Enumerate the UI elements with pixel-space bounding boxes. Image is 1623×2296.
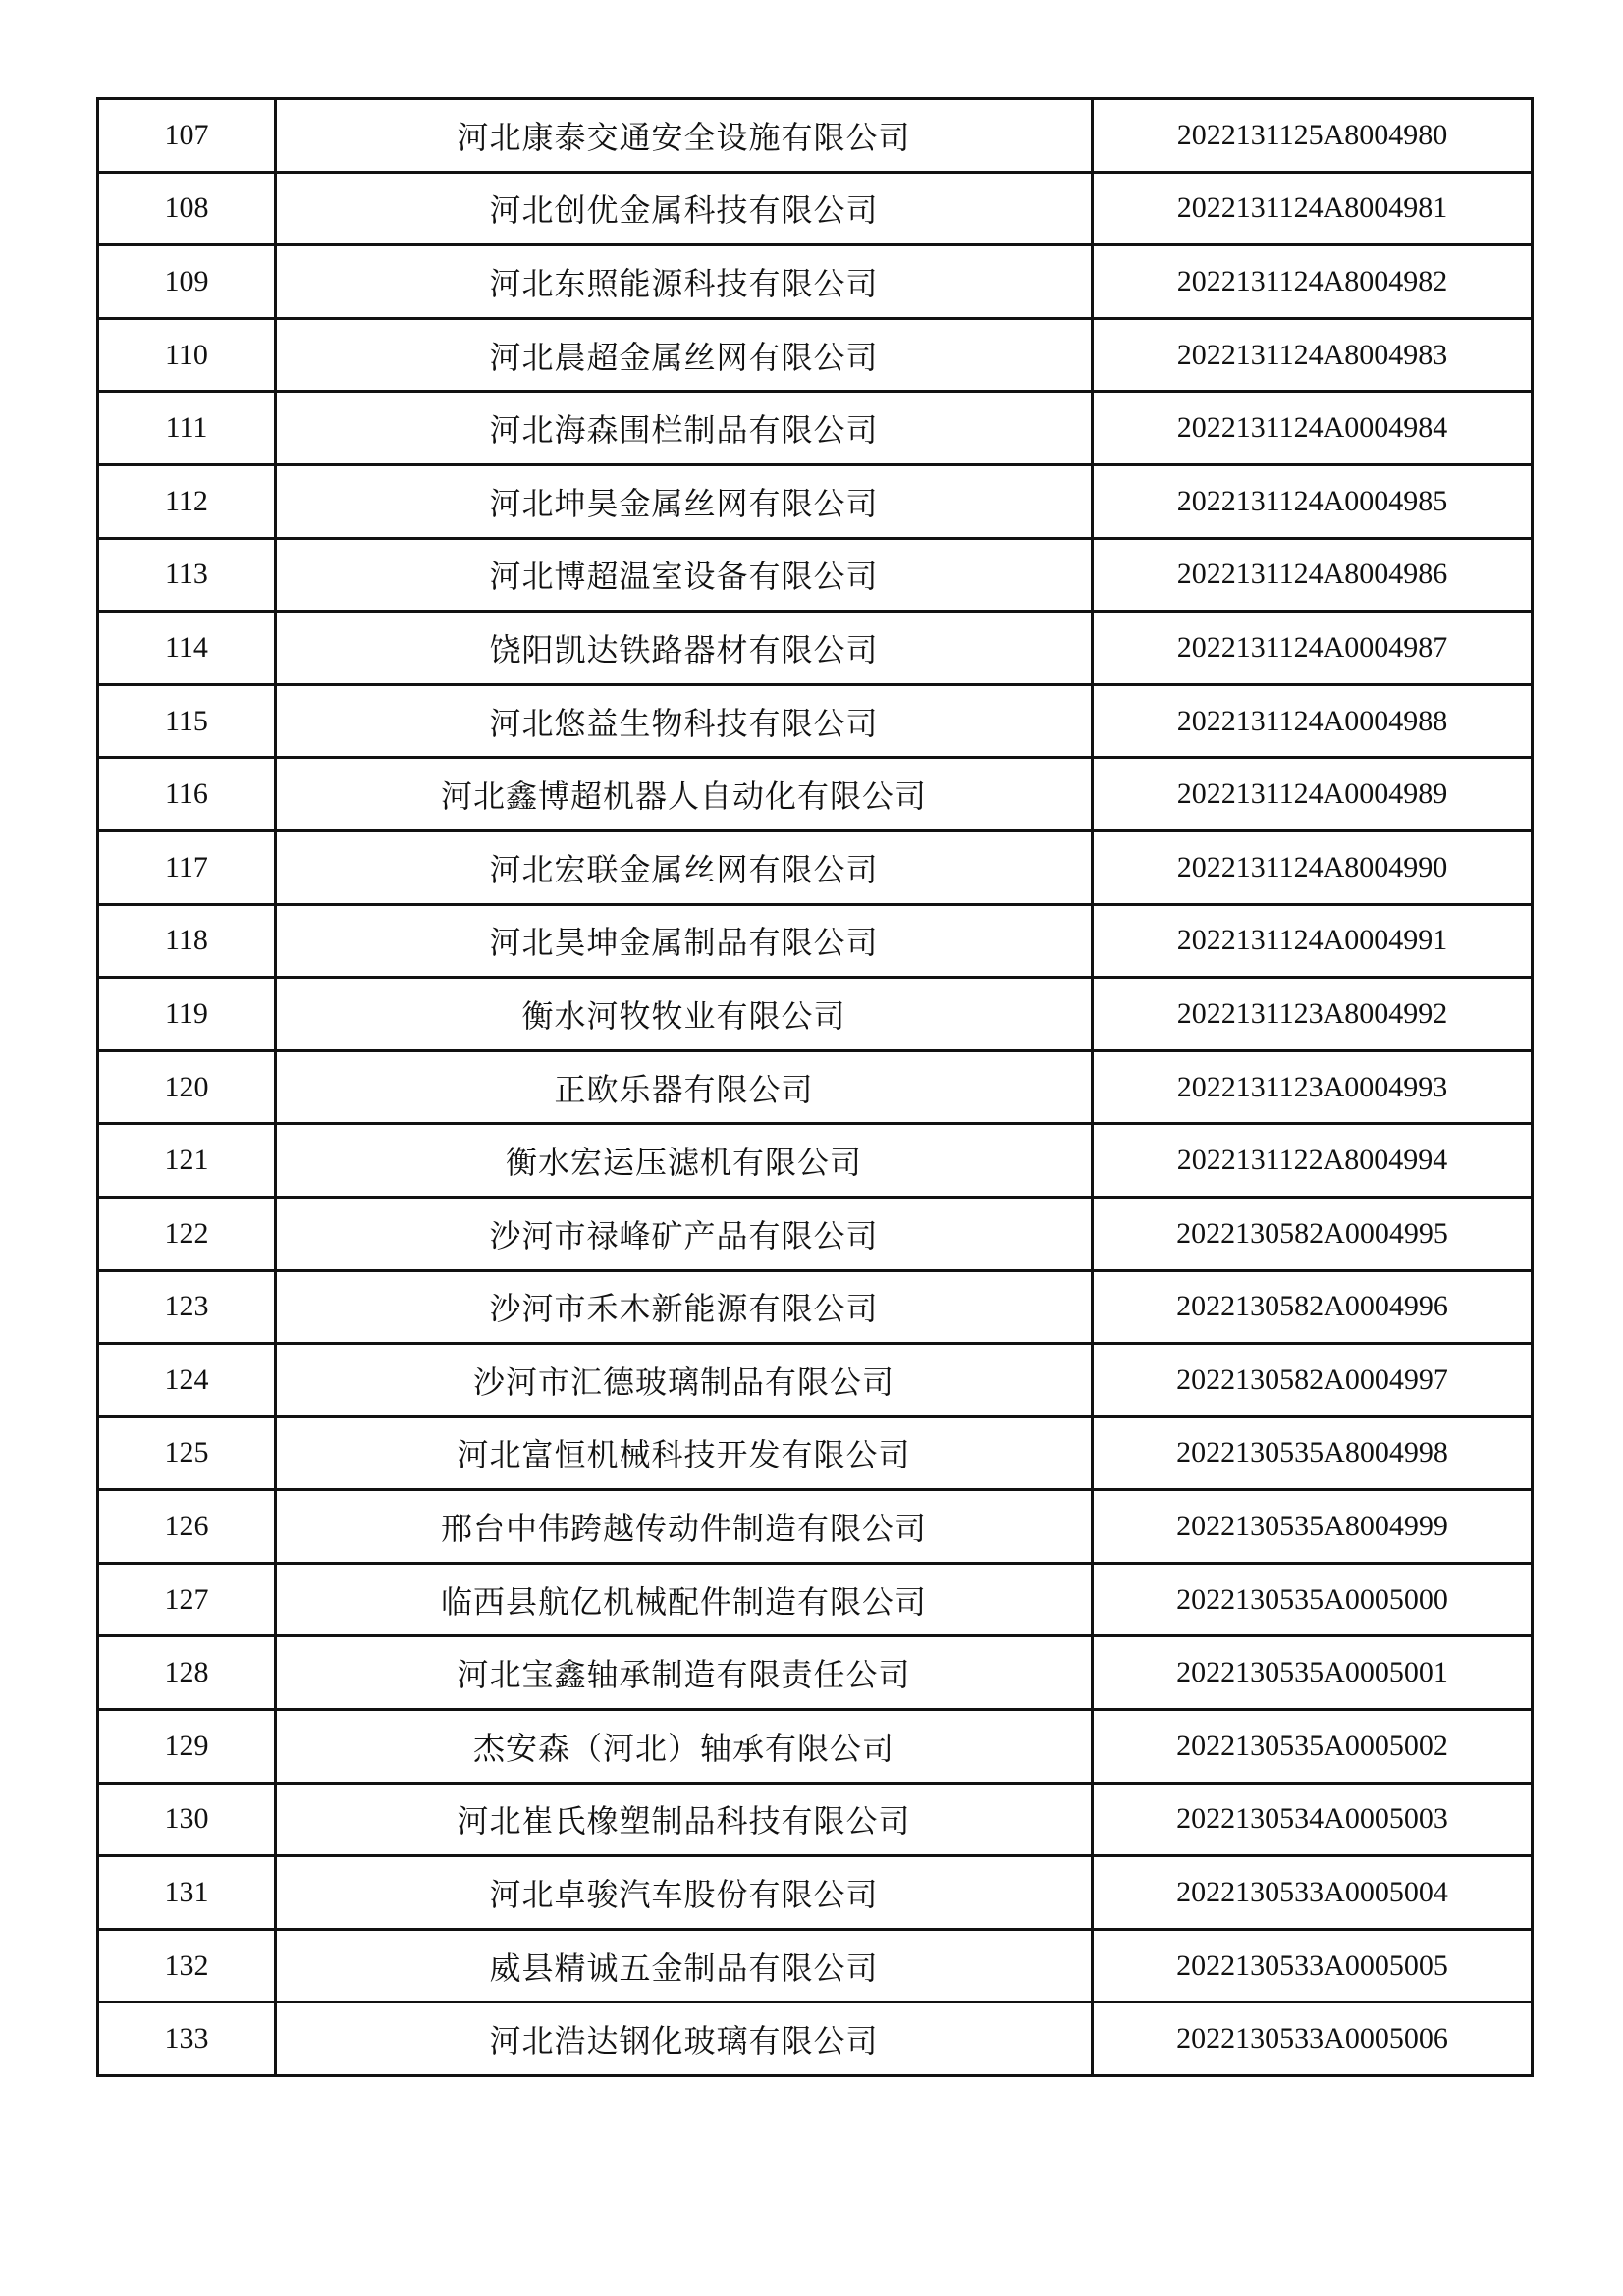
registration-code: 2022130535A0005002 — [1093, 1710, 1533, 1784]
table-row — [98, 245, 1533, 319]
row-index: 111 — [98, 392, 276, 465]
row-index: 114 — [98, 612, 276, 685]
table-row — [98, 1124, 1533, 1198]
row-index: 131 — [98, 1856, 276, 1930]
registration-code: 2022130535A0005000 — [1093, 1563, 1533, 1636]
registration-code: 2022131124A0004989 — [1093, 758, 1533, 831]
company-name: 沙河市汇德玻璃制品有限公司 — [276, 1344, 1093, 1417]
row-index: 124 — [98, 1344, 276, 1417]
table-row — [98, 1050, 1533, 1124]
row-index: 126 — [98, 1490, 276, 1564]
row-index: 120 — [98, 1050, 276, 1124]
company-name: 杰安森（河北）轴承有限公司 — [276, 1710, 1093, 1784]
table-row — [98, 1344, 1533, 1417]
row-index: 113 — [98, 538, 276, 612]
row-index: 127 — [98, 1563, 276, 1636]
company-name: 河北坤昊金属丝网有限公司 — [276, 464, 1093, 538]
table-row — [98, 1416, 1533, 1490]
registration-code: 2022130535A8004998 — [1093, 1416, 1533, 1490]
company-name: 衡水宏运压滤机有限公司 — [276, 1124, 1093, 1198]
row-index: 107 — [98, 99, 276, 173]
row-index: 115 — [98, 684, 276, 758]
table-row — [98, 1563, 1533, 1636]
registration-code: 2022131122A8004994 — [1093, 1124, 1533, 1198]
company-name: 衡水河牧牧业有限公司 — [276, 978, 1093, 1051]
registration-code: 2022131124A0004984 — [1093, 392, 1533, 465]
table-row — [98, 1710, 1533, 1784]
company-name: 沙河市禄峰矿产品有限公司 — [276, 1197, 1093, 1270]
table-row — [98, 684, 1533, 758]
registration-code: 2022131125A8004980 — [1093, 99, 1533, 173]
registration-code: 2022131124A0004985 — [1093, 464, 1533, 538]
table-body — [98, 99, 1533, 2076]
row-index: 125 — [98, 1416, 276, 1490]
registration-code: 2022131123A8004992 — [1093, 978, 1533, 1051]
company-list-table — [96, 97, 1534, 2077]
table-row — [98, 1636, 1533, 1710]
registration-code: 2022130582A0004996 — [1093, 1270, 1533, 1344]
row-index: 122 — [98, 1197, 276, 1270]
registration-code: 2022131124A0004987 — [1093, 612, 1533, 685]
registration-code: 2022131124A8004983 — [1093, 318, 1533, 392]
row-index: 133 — [98, 2002, 276, 2076]
company-name: 河北创优金属科技有限公司 — [276, 172, 1093, 245]
company-name: 河北海森围栏制品有限公司 — [276, 392, 1093, 465]
company-name: 河北昊坤金属制品有限公司 — [276, 904, 1093, 978]
registration-code: 2022130582A0004997 — [1093, 1344, 1533, 1417]
company-name: 河北崔氏橡塑制品科技有限公司 — [276, 1783, 1093, 1856]
table-row — [98, 612, 1533, 685]
company-name: 河北东照能源科技有限公司 — [276, 245, 1093, 319]
table-row — [98, 830, 1533, 904]
company-name: 正欧乐器有限公司 — [276, 1050, 1093, 1124]
table-row — [98, 1783, 1533, 1856]
company-name: 邢台中伟跨越传动件制造有限公司 — [276, 1490, 1093, 1564]
row-index: 116 — [98, 758, 276, 831]
registration-code: 2022130533A0005004 — [1093, 1856, 1533, 1930]
company-name: 河北宝鑫轴承制造有限责任公司 — [276, 1636, 1093, 1710]
company-name: 威县精诚五金制品有限公司 — [276, 1929, 1093, 2002]
row-index: 132 — [98, 1929, 276, 2002]
company-name: 临西县航亿机械配件制造有限公司 — [276, 1563, 1093, 1636]
table-row — [98, 1270, 1533, 1344]
registration-code: 2022131124A8004986 — [1093, 538, 1533, 612]
registration-code: 2022131124A0004988 — [1093, 684, 1533, 758]
registration-code: 2022130535A0005001 — [1093, 1636, 1533, 1710]
row-index: 108 — [98, 172, 276, 245]
table-row — [98, 464, 1533, 538]
registration-code: 2022131124A8004990 — [1093, 830, 1533, 904]
company-name: 河北博超温室设备有限公司 — [276, 538, 1093, 612]
row-index: 123 — [98, 1270, 276, 1344]
registration-code: 2022130533A0005005 — [1093, 1929, 1533, 2002]
company-name: 河北康泰交通安全设施有限公司 — [276, 99, 1093, 173]
row-index: 119 — [98, 978, 276, 1051]
row-index: 128 — [98, 1636, 276, 1710]
table-row — [98, 1929, 1533, 2002]
table-row — [98, 978, 1533, 1051]
registration-code: 2022131123A0004993 — [1093, 1050, 1533, 1124]
table-row — [98, 318, 1533, 392]
company-name: 河北卓骏汽车股份有限公司 — [276, 1856, 1093, 1930]
company-name: 河北宏联金属丝网有限公司 — [276, 830, 1093, 904]
row-index: 110 — [98, 318, 276, 392]
registration-code: 2022131124A8004981 — [1093, 172, 1533, 245]
table-row — [98, 99, 1533, 173]
row-index: 112 — [98, 464, 276, 538]
table-row — [98, 1856, 1533, 1930]
company-name: 河北浩达钢化玻璃有限公司 — [276, 2002, 1093, 2076]
registration-code: 2022130535A8004999 — [1093, 1490, 1533, 1564]
table-row — [98, 904, 1533, 978]
table-row — [98, 2002, 1533, 2076]
registration-code: 2022131124A8004982 — [1093, 245, 1533, 319]
table-row — [98, 1197, 1533, 1270]
registration-code: 2022131124A0004991 — [1093, 904, 1533, 978]
row-index: 121 — [98, 1124, 276, 1198]
company-name: 河北晨超金属丝网有限公司 — [276, 318, 1093, 392]
row-index: 118 — [98, 904, 276, 978]
company-name: 沙河市禾木新能源有限公司 — [276, 1270, 1093, 1344]
row-index: 109 — [98, 245, 276, 319]
company-name: 河北鑫博超机器人自动化有限公司 — [276, 758, 1093, 831]
table-row — [98, 1490, 1533, 1564]
table-row — [98, 172, 1533, 245]
row-index: 117 — [98, 830, 276, 904]
row-index: 130 — [98, 1783, 276, 1856]
table-row — [98, 758, 1533, 831]
registration-code: 2022130534A0005003 — [1093, 1783, 1533, 1856]
company-name: 河北悠益生物科技有限公司 — [276, 684, 1093, 758]
company-name: 河北富恒机械科技开发有限公司 — [276, 1416, 1093, 1490]
registration-code: 2022130533A0005006 — [1093, 2002, 1533, 2076]
row-index: 129 — [98, 1710, 276, 1784]
table-row — [98, 392, 1533, 465]
registration-code: 2022130582A0004995 — [1093, 1197, 1533, 1270]
company-name: 饶阳凯达铁路器材有限公司 — [276, 612, 1093, 685]
table-row — [98, 538, 1533, 612]
